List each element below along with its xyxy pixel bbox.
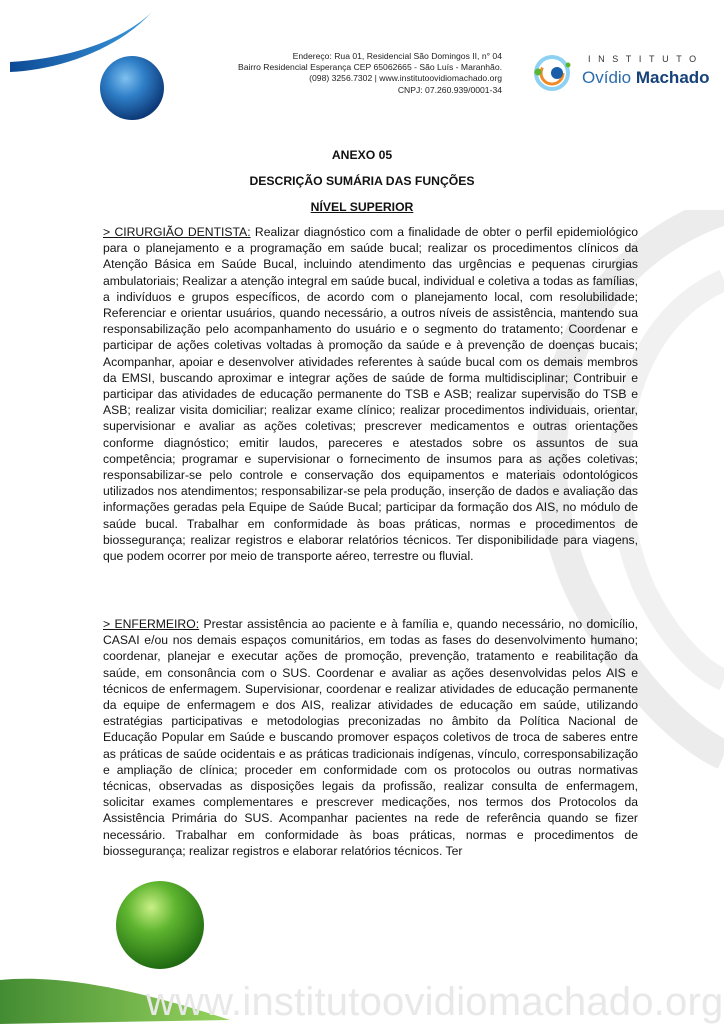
header-address bbox=[196, 51, 502, 96]
address-line: Endereço: Rua 01, Residencial São Domingos II, n° 04 bbox=[292, 51, 502, 61]
institute-logo bbox=[526, 52, 710, 94]
logo-word-ovidio: Ovídio bbox=[582, 68, 636, 87]
logo-name bbox=[582, 68, 710, 88]
address-line: (098) 3256.7302 | www.institutoovidiomachado.org bbox=[309, 73, 502, 84]
section-label: > ENFERMEIRO: bbox=[103, 617, 200, 631]
logo-word-instituto: INSTITUTO bbox=[588, 54, 704, 64]
logo-word-machado: Machado bbox=[635, 68, 710, 87]
section-text: Realizar diagnóstico com a finalidade de obter o perfil epidemiológico para o planejamento e a programação em saúde bucal; realizar os procedimentos clínicos da Atenção Básica em Saúde Bucal, incluindo atendimento das urgências e pequenas cirurgias ambulatoriais; Realizar a atenção integral em saúde bucal, individual e coletiva a todas as famílias, a indivíduos e grupos específicos, de acordo com o planejamento local, com resolubilidade; Referenciar e orientar usuários, quando necessário, a outros níveis de assistência, mantendo sua responsabilização pelo acompanhamento do usuário e o segmento do tratamento; Coordenar e participar de ações coletivas voltadas à promoção da saúde e à prevenção de doenças bucais; Acompanhar, apoiar e desenvolver atividades referentes à saúde bucal com os demais membros da EMSI, buscando aproximar e integrar ações de saúde de forma multidisciplinar; Contribuir e participar das atividades de educação permanente do TSB e ASB; realizar supervisão do TSB e ASB; realizar visita domiciliar; realizar exame clínico; realizar procedimentos individuais, orientar, supervisionar e avaliar as ações coletivas; prescrever medicamentos e outras orientações conforme diagnóstico; emitir laudos, pareceres e atestados sobre os assuntos de sua competência; programar e supervisionar o fornecimento de insumos para as ações coletivas; responsabilizar-se pelo controle e conservação dos equipamentos e materiais odontológicos utilizados nos atendimentos; responsabilizar-se pela produção, inserção de dados e avaliação das informações geradas pela Equipe de Saúde Bucal; participar da formação dos AIS, no módulo de saúde bucal. Trabalhar em conformidade às boas práticas, normas e procedimentos de biossegurança; realizar registros e elaborar relatórios técnicos. Ter disponibilidade para viagens, que podem ocorrer por meio de transporte aéreo, terrestre ou fluvial. bbox=[103, 225, 638, 564]
section-enfermeiro bbox=[103, 616, 638, 859]
green-sphere bbox=[116, 881, 204, 969]
address-line: Bairro Residencial Esperança CEP 65062665 - São Luís - Maranhão. bbox=[237, 62, 502, 73]
section-label: > CIRURGIÃO DENTISTA: bbox=[103, 225, 251, 239]
section-cirurgiao-dentista bbox=[103, 224, 638, 564]
logo-mark-icon bbox=[526, 52, 578, 94]
section-text: Prestar assistência ao paciente e à família e, quando necessário, no domicílio, CASAI e/ou nos demais espaços comunitários, em todas as fases do desenvolvimento humano; coordenar, planejar e executar ações de promoção, prevenção, tratamento e reabilitação da saúde, em consonância com o SUS. Coordenar e avaliar as ações desenvolvidas pelos AIS e técnicos de enfermagem. Supervisionar, coordenar e realizar atividades de educação permanente da equipe de enfermagem e dos AIS, realizar atividades de educação em saúde, utilizando estratégias participativas e metodologias preconizadas no âmbito da Política Nacional de Educação Popular em Saúde e buscando promover espaços coletivos de troca de saberes entre as práticas de saúde ocidentais e as práticas tradicionais indígenas, vínculo, corresponsabilização e ampliação de clínica; proceder em conformidade com os protocolos ou outras normativas técnicas, observadas as disposições legais da profissão, realizar consulta de enfermagem, solicitar exames complementares e prescrever medicações, nos termos dos Protocolos da Assistência Primária do SUS. Acompanhar pacientes na rede de referência quando se fizer necessário. Trabalhar em conformidade às boas práticas, normas e procedimentos de biossegurança; realizar registros e elaborar relatórios técnicos. Ter bbox=[103, 617, 638, 858]
blue-sphere bbox=[100, 56, 164, 120]
header-swoosh-graphic bbox=[0, 0, 200, 135]
document-heading: DESCRIÇÃO SUMÁRIA DAS FUNÇÕES bbox=[249, 174, 475, 188]
address-line: CNPJ: 07.260.939/0001-34 bbox=[397, 84, 502, 95]
footer-watermark: www.institutoovidiomachado.org bbox=[146, 980, 724, 1024]
annex-title: ANEXO 05 bbox=[331, 148, 393, 162]
document-subheading: NÍVEL SUPERIOR bbox=[310, 200, 414, 214]
